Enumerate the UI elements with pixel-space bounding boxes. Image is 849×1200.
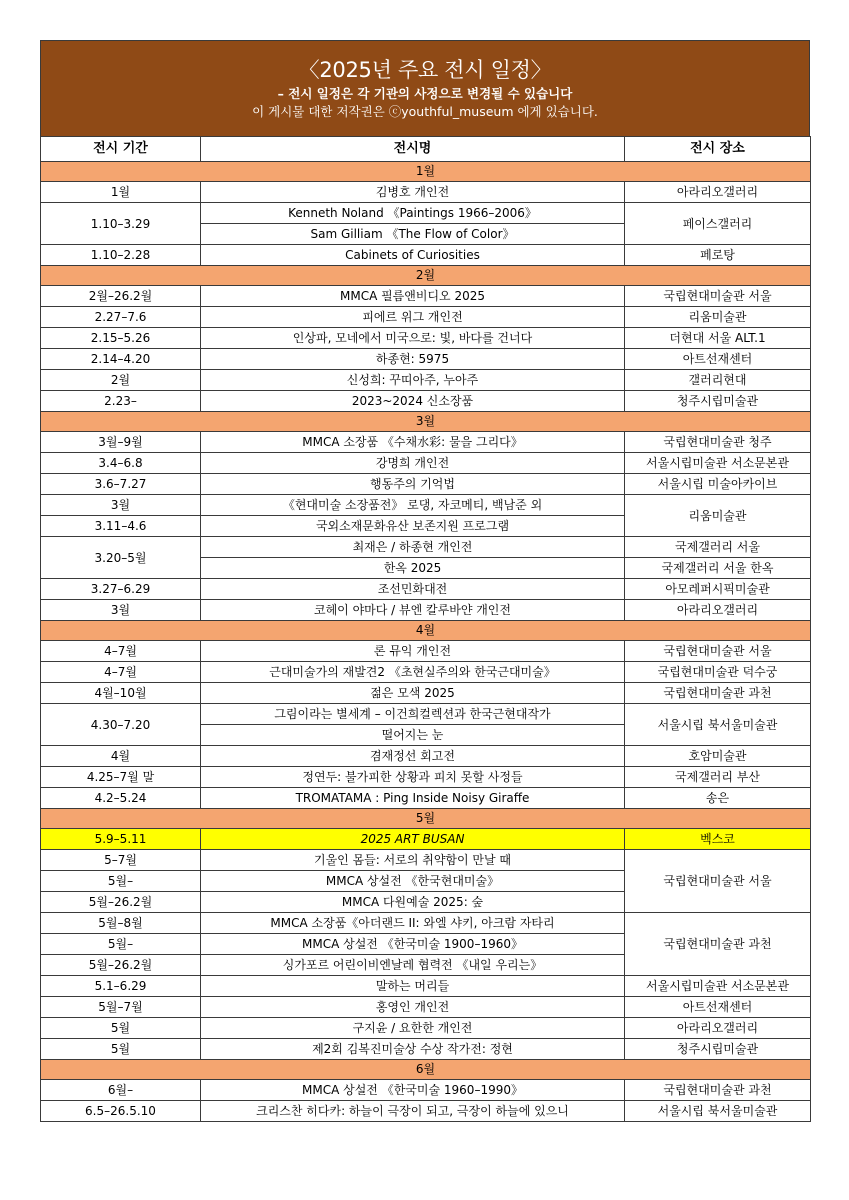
period-cell: 4월–10월	[41, 683, 201, 704]
period-cell: 4월	[41, 746, 201, 767]
exhibition-title-cell: 코헤이 야마다 / 뷰엔 칼루바얀 개인전	[201, 600, 625, 621]
exhibition-title-cell: MMCA 상설전 《한국미술 1960–1990》	[201, 1080, 625, 1101]
table-row	[41, 997, 811, 1018]
exhibition-title-cell: 한옥 2025	[201, 558, 625, 579]
month-header-row	[41, 162, 811, 182]
exhibition-title-cell: Kenneth Noland 《Paintings 1966–2006》	[201, 203, 625, 224]
venue-cell: 국제갤러리 부산	[625, 767, 811, 788]
exhibition-title-cell: 론 뮤익 개인전	[201, 641, 625, 662]
exhibition-title-cell: Sam Gilliam 《The Flow of Color》	[201, 224, 625, 245]
exhibition-title-cell: 하종현: 5975	[201, 349, 625, 370]
venue-cell: 국립현대미술관 청주	[625, 432, 811, 453]
period-cell: 5.1–6.29	[41, 976, 201, 997]
schedule-table	[40, 136, 811, 1122]
period-cell: 5월–26.2월	[41, 892, 201, 913]
period-cell: 1월	[41, 182, 201, 203]
venue-cell: 아라리오갤러리	[625, 182, 811, 203]
period-cell: 1.10–3.29	[41, 203, 201, 245]
month-header-row	[41, 412, 811, 432]
table-row	[41, 746, 811, 767]
table-row	[41, 328, 811, 349]
venue-cell: 서울시립미술관 서소문본관	[625, 453, 811, 474]
exhibition-title-cell: 겸재정선 회고전	[201, 746, 625, 767]
exhibition-title-cell: 근대미술가의 재발견2 《초현실주의와 한국근대미술》	[201, 662, 625, 683]
period-cell: 3.27–6.29	[41, 579, 201, 600]
exhibition-title-cell: 제2회 김복진미술상 수상 작가전: 정현	[201, 1039, 625, 1060]
venue-cell: 페로탕	[625, 245, 811, 266]
month-label: 5월	[41, 809, 811, 829]
column-header-venue: 전시 장소	[625, 137, 811, 162]
table-header-row	[41, 137, 811, 162]
venue-cell: 국제갤러리 서울 한옥	[625, 558, 811, 579]
period-cell: 2.14–4.20	[41, 349, 201, 370]
exhibition-title-cell: 정연두: 불가피한 상황과 피치 못할 사정들	[201, 767, 625, 788]
period-cell: 4–7월	[41, 641, 201, 662]
exhibition-title-cell: 신성희: 꾸띠아주, 누아주	[201, 370, 625, 391]
notice-subtitle: – 전시 일정은 각 기관의 사정으로 변경될 수 있습니다	[277, 86, 573, 101]
venue-cell: 아라리오갤러리	[625, 1018, 811, 1039]
venue-cell: 아모레퍼시픽미술관	[625, 579, 811, 600]
table-row	[41, 432, 811, 453]
column-header-period: 전시 기간	[41, 137, 201, 162]
venue-cell: 리움미술관	[625, 307, 811, 328]
period-cell: 2.23–	[41, 391, 201, 412]
table-row	[41, 391, 811, 412]
table-row	[41, 349, 811, 370]
copyright-notice: 이 게시물 대한 저작권은 ⓒyouthful_museum 에게 있습니다.	[252, 104, 598, 119]
month-header-row	[41, 809, 811, 829]
venue-cell: 국립현대미술관 서울	[625, 850, 811, 913]
table-row	[41, 788, 811, 809]
venue-cell: 더현대 서울 ALT.1	[625, 328, 811, 349]
venue-cell: 서울시립 북서울미술관	[625, 1101, 811, 1122]
period-cell: 5월–26.2월	[41, 955, 201, 976]
exhibition-title-cell: TROMATAMA : Ping Inside Noisy Giraffe	[201, 788, 625, 809]
month-header-row	[41, 621, 811, 641]
venue-cell: 호암미술관	[625, 746, 811, 767]
period-cell: 6월–	[41, 1080, 201, 1101]
table-row	[41, 600, 811, 621]
table-row	[41, 307, 811, 328]
venue-cell: 리움미술관	[625, 495, 811, 537]
venue-cell: 아트선재센터	[625, 997, 811, 1018]
period-cell: 2월	[41, 370, 201, 391]
table-row	[41, 203, 811, 224]
table-row	[41, 641, 811, 662]
period-cell: 6.5–26.5.10	[41, 1101, 201, 1122]
venue-cell: 국립현대미술관 과천	[625, 913, 811, 976]
period-cell: 5월–7월	[41, 997, 201, 1018]
exhibition-title-cell: MMCA 소장품《아더랜드 II: 와엘 샤키, 아크람 자타리	[201, 913, 625, 934]
column-header-title: 전시명	[201, 137, 625, 162]
month-header-row	[41, 266, 811, 286]
venue-cell: 벡스코	[625, 829, 811, 850]
exhibition-title-cell: 행동주의 기억법	[201, 474, 625, 495]
period-cell: 3월–9월	[41, 432, 201, 453]
exhibition-title-cell: 피에르 위그 개인전	[201, 307, 625, 328]
table-row	[41, 662, 811, 683]
exhibition-title-cell: 구지윤 / 요한한 개인전	[201, 1018, 625, 1039]
venue-cell: 송은	[625, 788, 811, 809]
table-row	[41, 1039, 811, 1060]
venue-cell: 청주시립미술관	[625, 1039, 811, 1060]
table-row	[41, 579, 811, 600]
table-row	[41, 286, 811, 307]
period-cell: 3월	[41, 600, 201, 621]
period-cell: 4.25–7월 말	[41, 767, 201, 788]
table-row	[41, 474, 811, 495]
month-header-row	[41, 1060, 811, 1080]
exhibition-title-cell: 젊은 모색 2025	[201, 683, 625, 704]
month-label: 2월	[41, 266, 811, 286]
exhibition-title-cell: 조선민화대전	[201, 579, 625, 600]
period-cell: 5월–	[41, 871, 201, 892]
exhibition-title-cell: 크리스찬 히다카: 하늘이 극장이 되고, 극장이 하늘에 있으니	[201, 1101, 625, 1122]
exhibition-title-cell: 국외소재문화유산 보존지원 프로그램	[201, 516, 625, 537]
venue-cell: 페이스갤러리	[625, 203, 811, 245]
exhibition-title-cell: MMCA 필름앤비디오 2025	[201, 286, 625, 307]
period-cell: 5–7월	[41, 850, 201, 871]
exhibition-title-cell: 홍영인 개인전	[201, 997, 625, 1018]
venue-cell: 국립현대미술관 서울	[625, 641, 811, 662]
exhibition-title-cell: 떨어지는 눈	[201, 725, 625, 746]
table-row	[41, 850, 811, 871]
venue-cell: 아라리오갤러리	[625, 600, 811, 621]
period-cell: 5월	[41, 1039, 201, 1060]
exhibition-title-cell: 최재은 / 하종현 개인전	[201, 537, 625, 558]
header-banner	[40, 40, 810, 136]
exhibition-title-cell: 《현대미술 소장품전》 로댕, 자코메티, 백남준 외	[201, 495, 625, 516]
exhibition-title-cell: MMCA 상설전 《한국현대미술》	[201, 871, 625, 892]
period-cell: 5.9–5.11	[41, 829, 201, 850]
period-cell: 2월–26.2월	[41, 286, 201, 307]
period-cell: 5월–	[41, 934, 201, 955]
table-row	[41, 495, 811, 516]
schedule-sheet	[40, 40, 810, 1122]
venue-cell: 국립현대미술관 과천	[625, 1080, 811, 1101]
page-title: 〈2025년 주요 전시 일정〉	[298, 58, 552, 82]
table-row	[41, 245, 811, 266]
exhibition-title-cell: 기울인 몸들: 서로의 취약함이 만날 때	[201, 850, 625, 871]
table-row	[41, 683, 811, 704]
exhibition-title-cell: 2025 ART BUSAN	[201, 829, 625, 850]
exhibition-title-cell: 2023~2024 신소장품	[201, 391, 625, 412]
venue-cell: 갤러리현대	[625, 370, 811, 391]
period-cell: 3.4–6.8	[41, 453, 201, 474]
period-cell: 3.20–5월	[41, 537, 201, 579]
exhibition-title-cell: 강명희 개인전	[201, 453, 625, 474]
venue-cell: 청주시립미술관	[625, 391, 811, 412]
table-row	[41, 1080, 811, 1101]
venue-cell: 서울시립 북서울미술관	[625, 704, 811, 746]
table-row	[41, 537, 811, 558]
month-label: 3월	[41, 412, 811, 432]
table-row	[41, 976, 811, 997]
period-cell: 5월	[41, 1018, 201, 1039]
period-cell: 5월–8월	[41, 913, 201, 934]
table-row	[41, 453, 811, 474]
exhibition-title-cell: 그림이라는 별세계 – 이건희컬렉션과 한국근현대작가	[201, 704, 625, 725]
period-cell: 3.6–7.27	[41, 474, 201, 495]
venue-cell: 아트선재센터	[625, 349, 811, 370]
exhibition-title-cell: MMCA 상설전 《한국미술 1900–1960》	[201, 934, 625, 955]
period-cell: 4–7월	[41, 662, 201, 683]
period-cell: 4.2–5.24	[41, 788, 201, 809]
period-cell: 1.10–2.28	[41, 245, 201, 266]
table-row	[41, 913, 811, 934]
period-cell: 3월	[41, 495, 201, 516]
period-cell: 2.27–7.6	[41, 307, 201, 328]
exhibition-title-cell: 김병호 개인전	[201, 182, 625, 203]
venue-cell: 서울시립 미술아카이브	[625, 474, 811, 495]
exhibition-title-cell: Cabinets of Curiosities	[201, 245, 625, 266]
period-cell: 3.11–4.6	[41, 516, 201, 537]
venue-cell: 국립현대미술관 서울	[625, 286, 811, 307]
table-row	[41, 704, 811, 725]
exhibition-title-cell: MMCA 소장품 《수채水彩: 물을 그리다》	[201, 432, 625, 453]
venue-cell: 국제갤러리 서울	[625, 537, 811, 558]
table-row	[41, 1018, 811, 1039]
venue-cell: 서울시립미술관 서소문본관	[625, 976, 811, 997]
table-row	[41, 767, 811, 788]
table-row	[41, 829, 811, 850]
table-row	[41, 370, 811, 391]
table-row	[41, 1101, 811, 1122]
exhibition-title-cell: MMCA 다원예술 2025: 숲	[201, 892, 625, 913]
table-row	[41, 182, 811, 203]
month-label: 4월	[41, 621, 811, 641]
month-label: 1월	[41, 162, 811, 182]
exhibition-title-cell: 말하는 머리들	[201, 976, 625, 997]
month-label: 6월	[41, 1060, 811, 1080]
table-body	[41, 162, 811, 1122]
period-cell: 4.30–7.20	[41, 704, 201, 746]
exhibition-title-cell: 인상파, 모네에서 미국으로: 빛, 바다를 건너다	[201, 328, 625, 349]
period-cell: 2.15–5.26	[41, 328, 201, 349]
venue-cell: 국립현대미술관 덕수궁	[625, 662, 811, 683]
venue-cell: 국립현대미술관 과천	[625, 683, 811, 704]
exhibition-title-cell: 싱가포르 어린이비엔날레 협력전 《내일 우리는》	[201, 955, 625, 976]
